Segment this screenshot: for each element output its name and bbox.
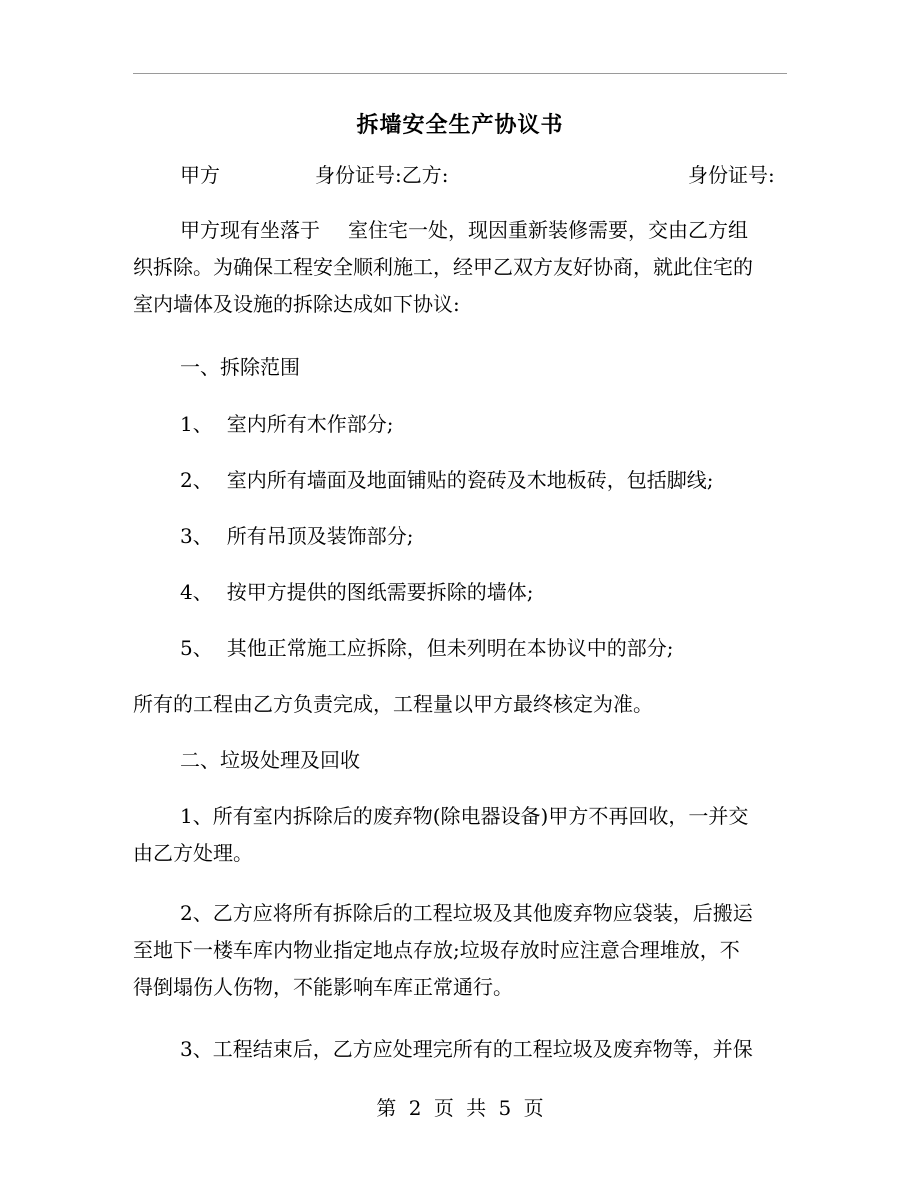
list-item	[133, 406, 789, 443]
intro-line-3: 室内墙体及设施的拆除达成如下协议:	[133, 292, 460, 316]
party-a-label: 甲方	[180, 163, 220, 187]
list-item-num: 3、	[180, 524, 213, 548]
list-item	[133, 630, 789, 667]
list-item-num: 4、	[180, 580, 213, 604]
parties-line	[0, 160, 920, 190]
id-label-party-b: 身份证号:乙方:	[315, 163, 449, 187]
section2-paragraph-3: 3、工程结束后，乙方应处理完所有的工程垃圾及废弃物等，并保	[180, 1037, 753, 1061]
list-item	[133, 518, 789, 555]
list-item-text: 所有吊顶及装饰部分;	[226, 524, 414, 548]
id-label-2: 身份证号:	[688, 163, 775, 187]
page-number-footer: 第 2 页 共 5 页	[376, 1096, 544, 1120]
list-item	[133, 462, 789, 499]
list-item-num: 2、	[180, 468, 213, 492]
intro-line-1	[133, 212, 789, 249]
list-item-num: 1、	[180, 412, 213, 436]
list-item-text: 室内所有木作部分;	[226, 412, 394, 436]
section2-heading: 二、垃圾处理及回收	[180, 748, 360, 772]
list-item	[133, 574, 789, 611]
list-item-text: 按甲方提供的图纸需要拆除的墙体;	[226, 580, 534, 604]
intro-line-2: 织拆除。为确保工程安全顺利施工，经甲乙双方友好协商，就此住宅的	[133, 255, 753, 279]
intro-paragraph	[133, 212, 789, 323]
section2-paragraph-2: 2、乙方应将所有拆除后的工程垃圾及其他废弃物应袋装，后搬运 至地下一楼车库内物业指定地点存放;垃圾存放时应注意合理堆放，不 得倒塌伤人伤物，不能影响车库正常通行。	[133, 901, 753, 999]
intro-line-1b: 室住宅一处，现因重新装修需要，交由乙方组	[348, 218, 748, 242]
list-item-text: 其他正常施工应拆除，但未列明在本协议中的部分;	[226, 636, 674, 660]
section2-paragraph-1: 1、所有室内拆除后的废弃物(除电器设备)甲方不再回收，一并交 由乙方处理。	[133, 804, 749, 865]
list-item-text: 室内所有墙面及地面铺贴的瓷砖及木地板砖，包括脚线;	[226, 468, 714, 492]
section1-note: 所有的工程由乙方负责完成，工程量以甲方最终核定为准。	[133, 692, 653, 716]
list-item-num: 5、	[180, 636, 213, 660]
intro-line-1a: 甲方现有坐落于	[180, 218, 320, 242]
document-title: 拆墙安全生产协议书	[356, 112, 564, 138]
header-rule	[133, 73, 787, 74]
section1-heading: 一、拆除范围	[180, 355, 300, 379]
